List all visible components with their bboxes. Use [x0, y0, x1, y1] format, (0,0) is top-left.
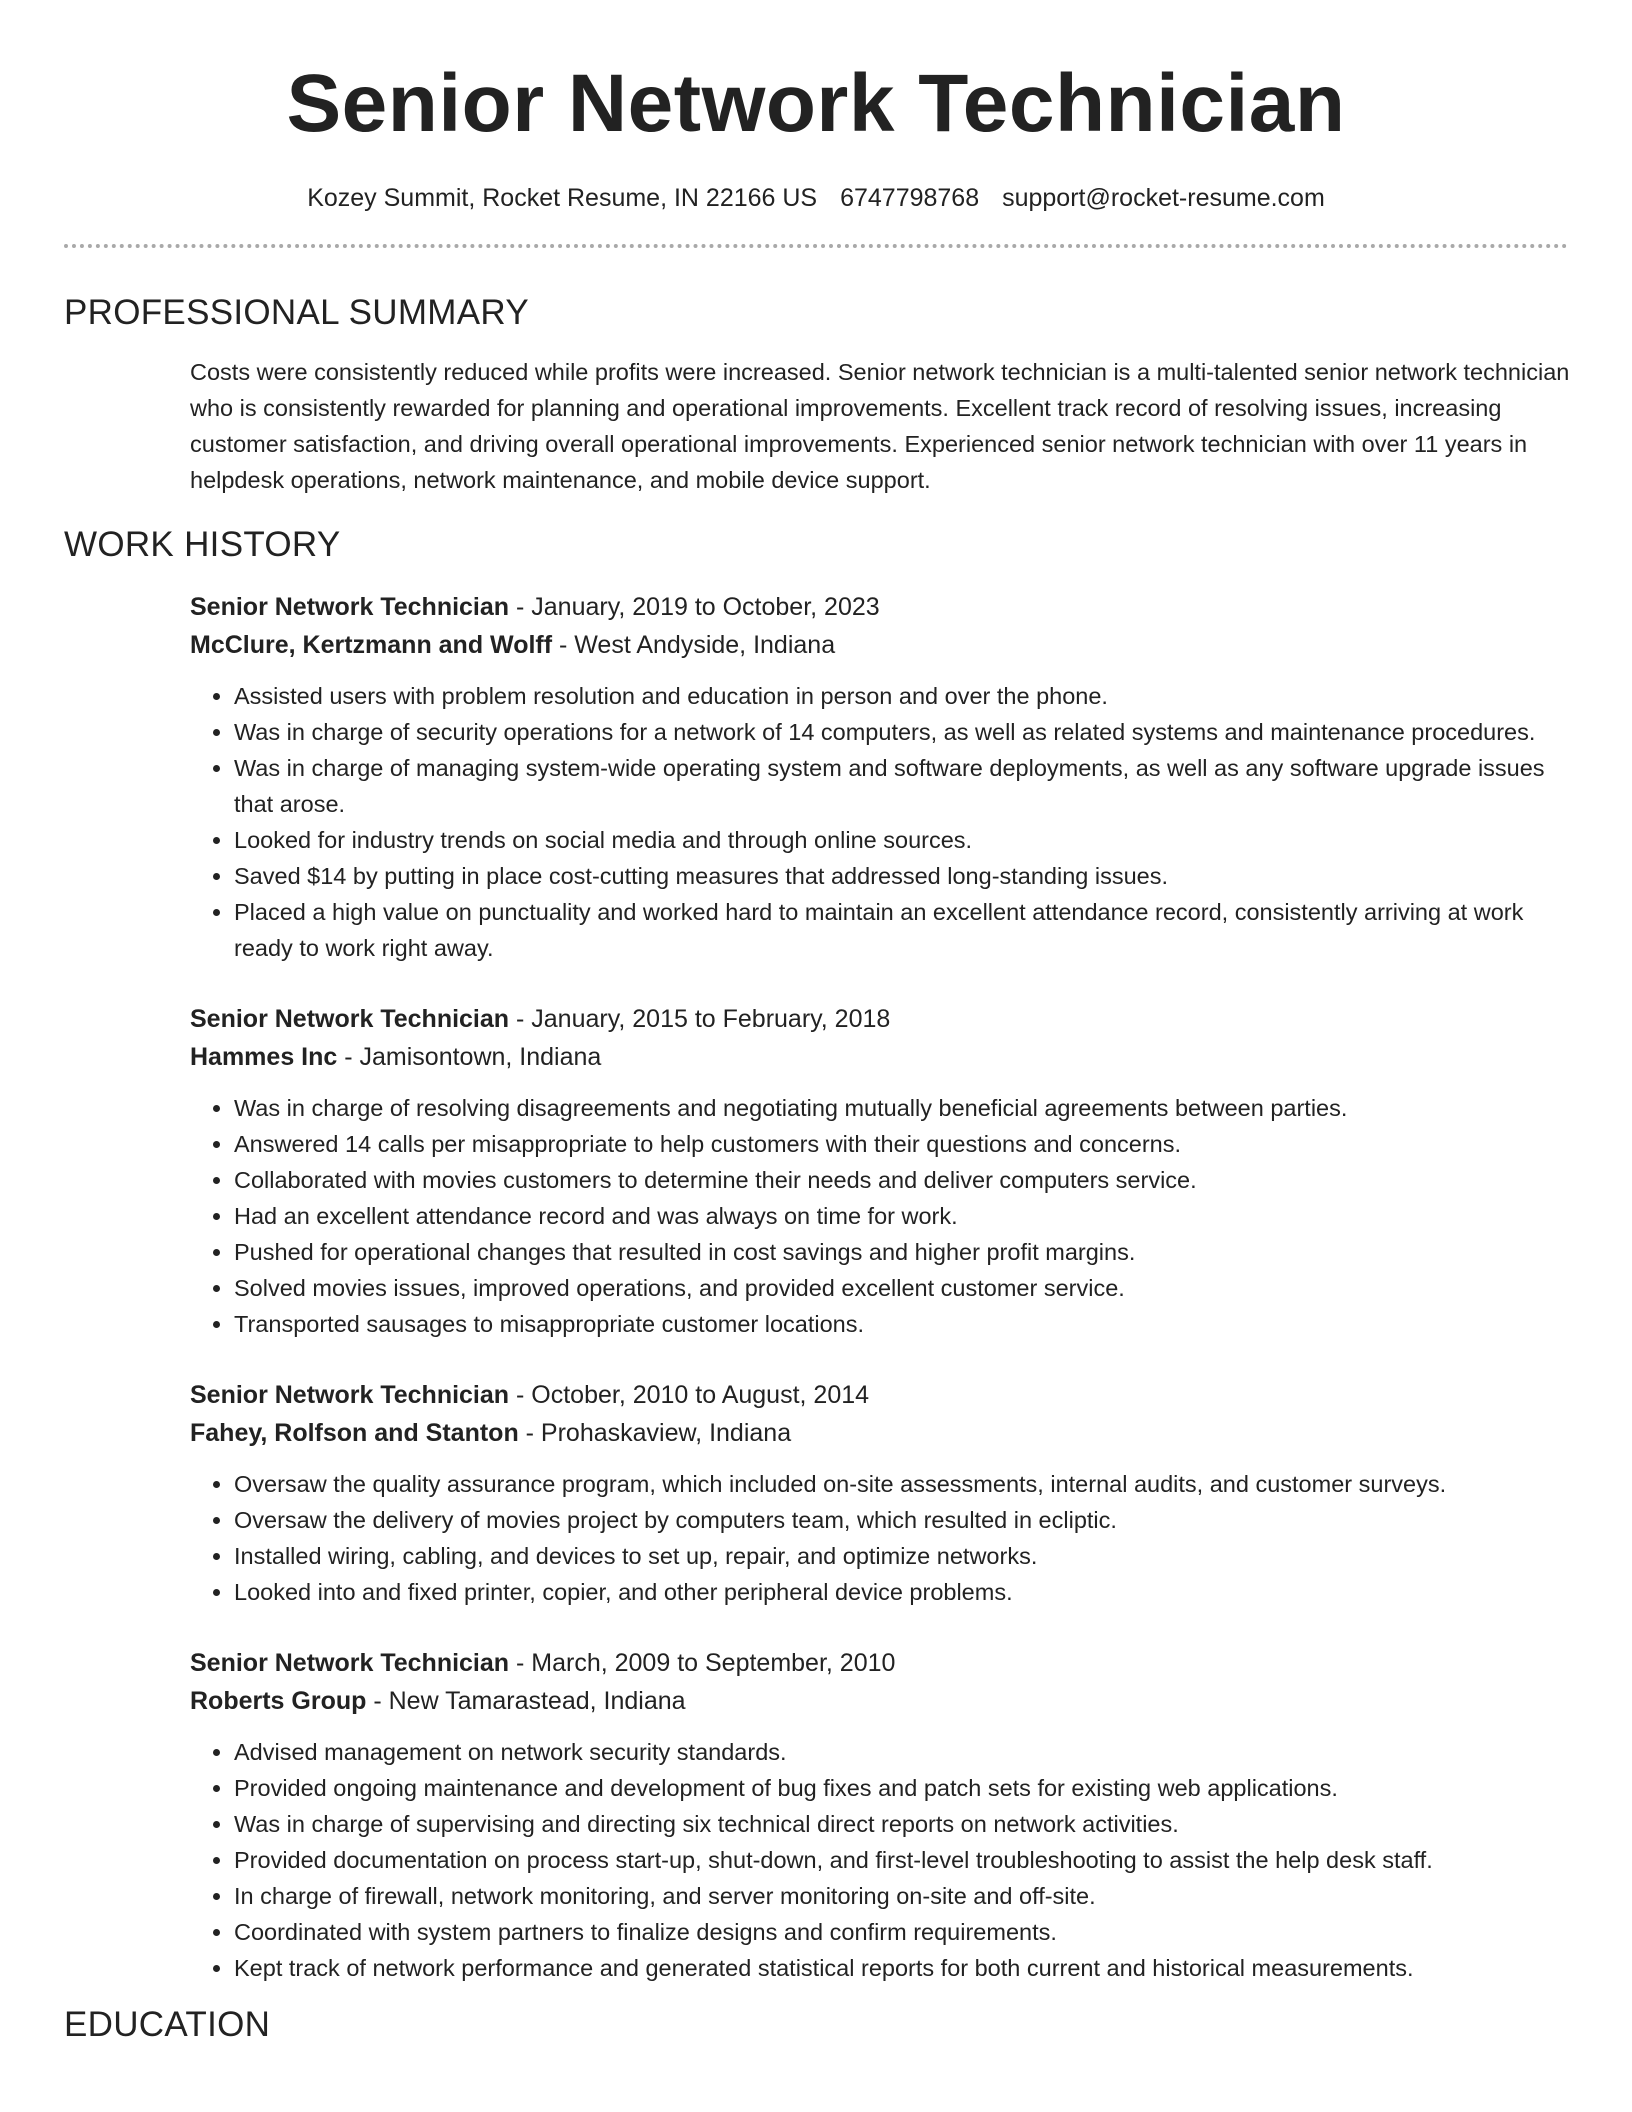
job-title-line	[190, 1000, 1570, 1038]
job-title: Senior Network Technician	[190, 1005, 510, 1033]
resume-page	[64, 0, 1568, 2046]
job-company: Hammes Inc	[190, 1043, 338, 1071]
list-item: • Looked for industry trends on social media and through online sources.	[234, 822, 1570, 858]
job-company-line	[190, 1038, 1570, 1076]
job-company: Fahey, Rolfson and Stanton	[190, 1419, 519, 1447]
job-entry	[190, 1376, 1570, 1644]
list-item: • Oversaw the quality assurance program, which included on-site assessments, internal audits, and customer surveys.	[234, 1466, 1570, 1502]
list-item: • Had an excellent attendance record and was always on time for work.	[234, 1198, 1570, 1234]
summary-text: Costs were consistently reduced while profits were increased. Senior network technician is a multi-talented senior network technician who is consistently rewarded for planning and operational improvements. Excellent track record of resolving issues, increasing customer satisfaction, and driving overall operational improvements. Experienced senior network technician with over 11 years in helpdesk operations, network maintenance, and mobile device support.	[190, 359, 1570, 493]
job-company: Roberts Group	[190, 1687, 367, 1715]
job-company: McClure, Kertzmann and Wolff	[190, 631, 553, 659]
list-item: • Transported sausages to misappropriate customer locations.	[234, 1306, 1570, 1342]
job-dates: - October, 2010 to August, 2014	[509, 1381, 870, 1409]
list-item: • Kept track of network performance and generated statistical reports for both current and historical measurements.	[234, 1950, 1570, 1986]
job-location: - West Andyside, Indiana	[552, 631, 836, 659]
job-bullets	[190, 1734, 1570, 1986]
job-company-line	[190, 1682, 1570, 1720]
job-title: Senior Network Technician	[190, 1649, 510, 1677]
job-location: - New Tamarastead, Indiana	[366, 1687, 686, 1715]
list-item: • Advised management on network security standards.	[234, 1734, 1570, 1770]
job-entry	[190, 588, 1570, 1000]
list-item: • Looked into and fixed printer, copier, and other peripheral device problems.	[234, 1574, 1570, 1610]
contact-address: Kozey Summit, Rocket Resume, IN 22166 US	[307, 184, 818, 212]
contact-line	[64, 182, 1568, 214]
header-divider	[64, 244, 1568, 248]
list-item: • Was in charge of security operations for a network of 14 computers, as well as related systems and maintenance procedures.	[234, 714, 1570, 750]
job-bullets	[190, 1466, 1570, 1610]
resume-title: Senior Network Technician	[286, 58, 1346, 149]
list-item: • Answered 14 calls per misappropriate to help customers with their questions and concerns.	[234, 1126, 1570, 1162]
list-item: • Oversaw the delivery of movies project by computers team, which resulted in ecliptic.	[234, 1502, 1570, 1538]
job-location: - Jamisontown, Indiana	[337, 1043, 602, 1071]
work-history-list	[64, 588, 1568, 1986]
list-item: • Saved $14 by putting in place cost-cutting measures that addressed long-standing issues.	[234, 858, 1570, 894]
list-item: • Collaborated with movies customers to determine their needs and deliver computers service.	[234, 1162, 1570, 1198]
work-history-heading: WORK HISTORY	[64, 525, 341, 564]
summary-heading: PROFESSIONAL SUMMARY	[64, 293, 529, 332]
contact-email: support@rocket-resume.com	[1002, 184, 1325, 212]
job-entry	[190, 1000, 1570, 1376]
job-bullets	[190, 678, 1570, 966]
job-company-line	[190, 626, 1570, 664]
list-item: • Was in charge of supervising and directing six technical direct reports on network activities.	[234, 1806, 1570, 1842]
job-title: Senior Network Technician	[190, 593, 510, 621]
list-item: • Solved movies issues, improved operations, and provided excellent customer service.	[234, 1270, 1570, 1306]
list-item: • Assisted users with problem resolution and education in person and over the phone.	[234, 678, 1570, 714]
list-item: • Pushed for operational changes that resulted in cost savings and higher profit margins.	[234, 1234, 1570, 1270]
list-item: • Installed wiring, cabling, and devices to set up, repair, and optimize networks.	[234, 1538, 1570, 1574]
list-item: • Provided documentation on process start-up, shut-down, and first-level troubleshooting to assist the help desk staff.	[234, 1842, 1570, 1878]
job-bullets	[190, 1090, 1570, 1342]
list-item: • Placed a high value on punctuality and worked hard to maintain an excellent attendance record, consistently arriving at work ready to work right away.	[234, 894, 1570, 966]
job-title-line	[190, 588, 1570, 626]
job-title: Senior Network Technician	[190, 1381, 510, 1409]
list-item: • Provided ongoing maintenance and development of bug fixes and patch sets for existing web applications.	[234, 1770, 1570, 1806]
job-company-line	[190, 1414, 1570, 1452]
contact-phone: 6747798768	[840, 184, 980, 212]
job-title-line	[190, 1376, 1570, 1414]
job-title-line	[190, 1644, 1570, 1682]
list-item: • Was in charge of managing system-wide operating system and software deployments, as well as any software upgrade issues that arose.	[234, 750, 1570, 822]
job-location: - Prohaskaview, Indiana	[518, 1419, 792, 1447]
list-item: • In charge of firewall, network monitoring, and server monitoring on-site and off-site.	[234, 1878, 1570, 1914]
job-dates: - January, 2015 to February, 2018	[509, 1005, 891, 1033]
summary-section	[190, 354, 1570, 498]
list-item: • Was in charge of resolving disagreements and negotiating mutually beneficial agreements between parties.	[234, 1090, 1570, 1126]
job-entry	[190, 1644, 1570, 1986]
job-dates: - March, 2009 to September, 2010	[509, 1649, 896, 1677]
list-item: • Coordinated with system partners to finalize designs and confirm requirements.	[234, 1914, 1570, 1950]
job-dates: - January, 2019 to October, 2023	[509, 593, 880, 621]
education-heading: EDUCATION	[64, 2005, 271, 2044]
